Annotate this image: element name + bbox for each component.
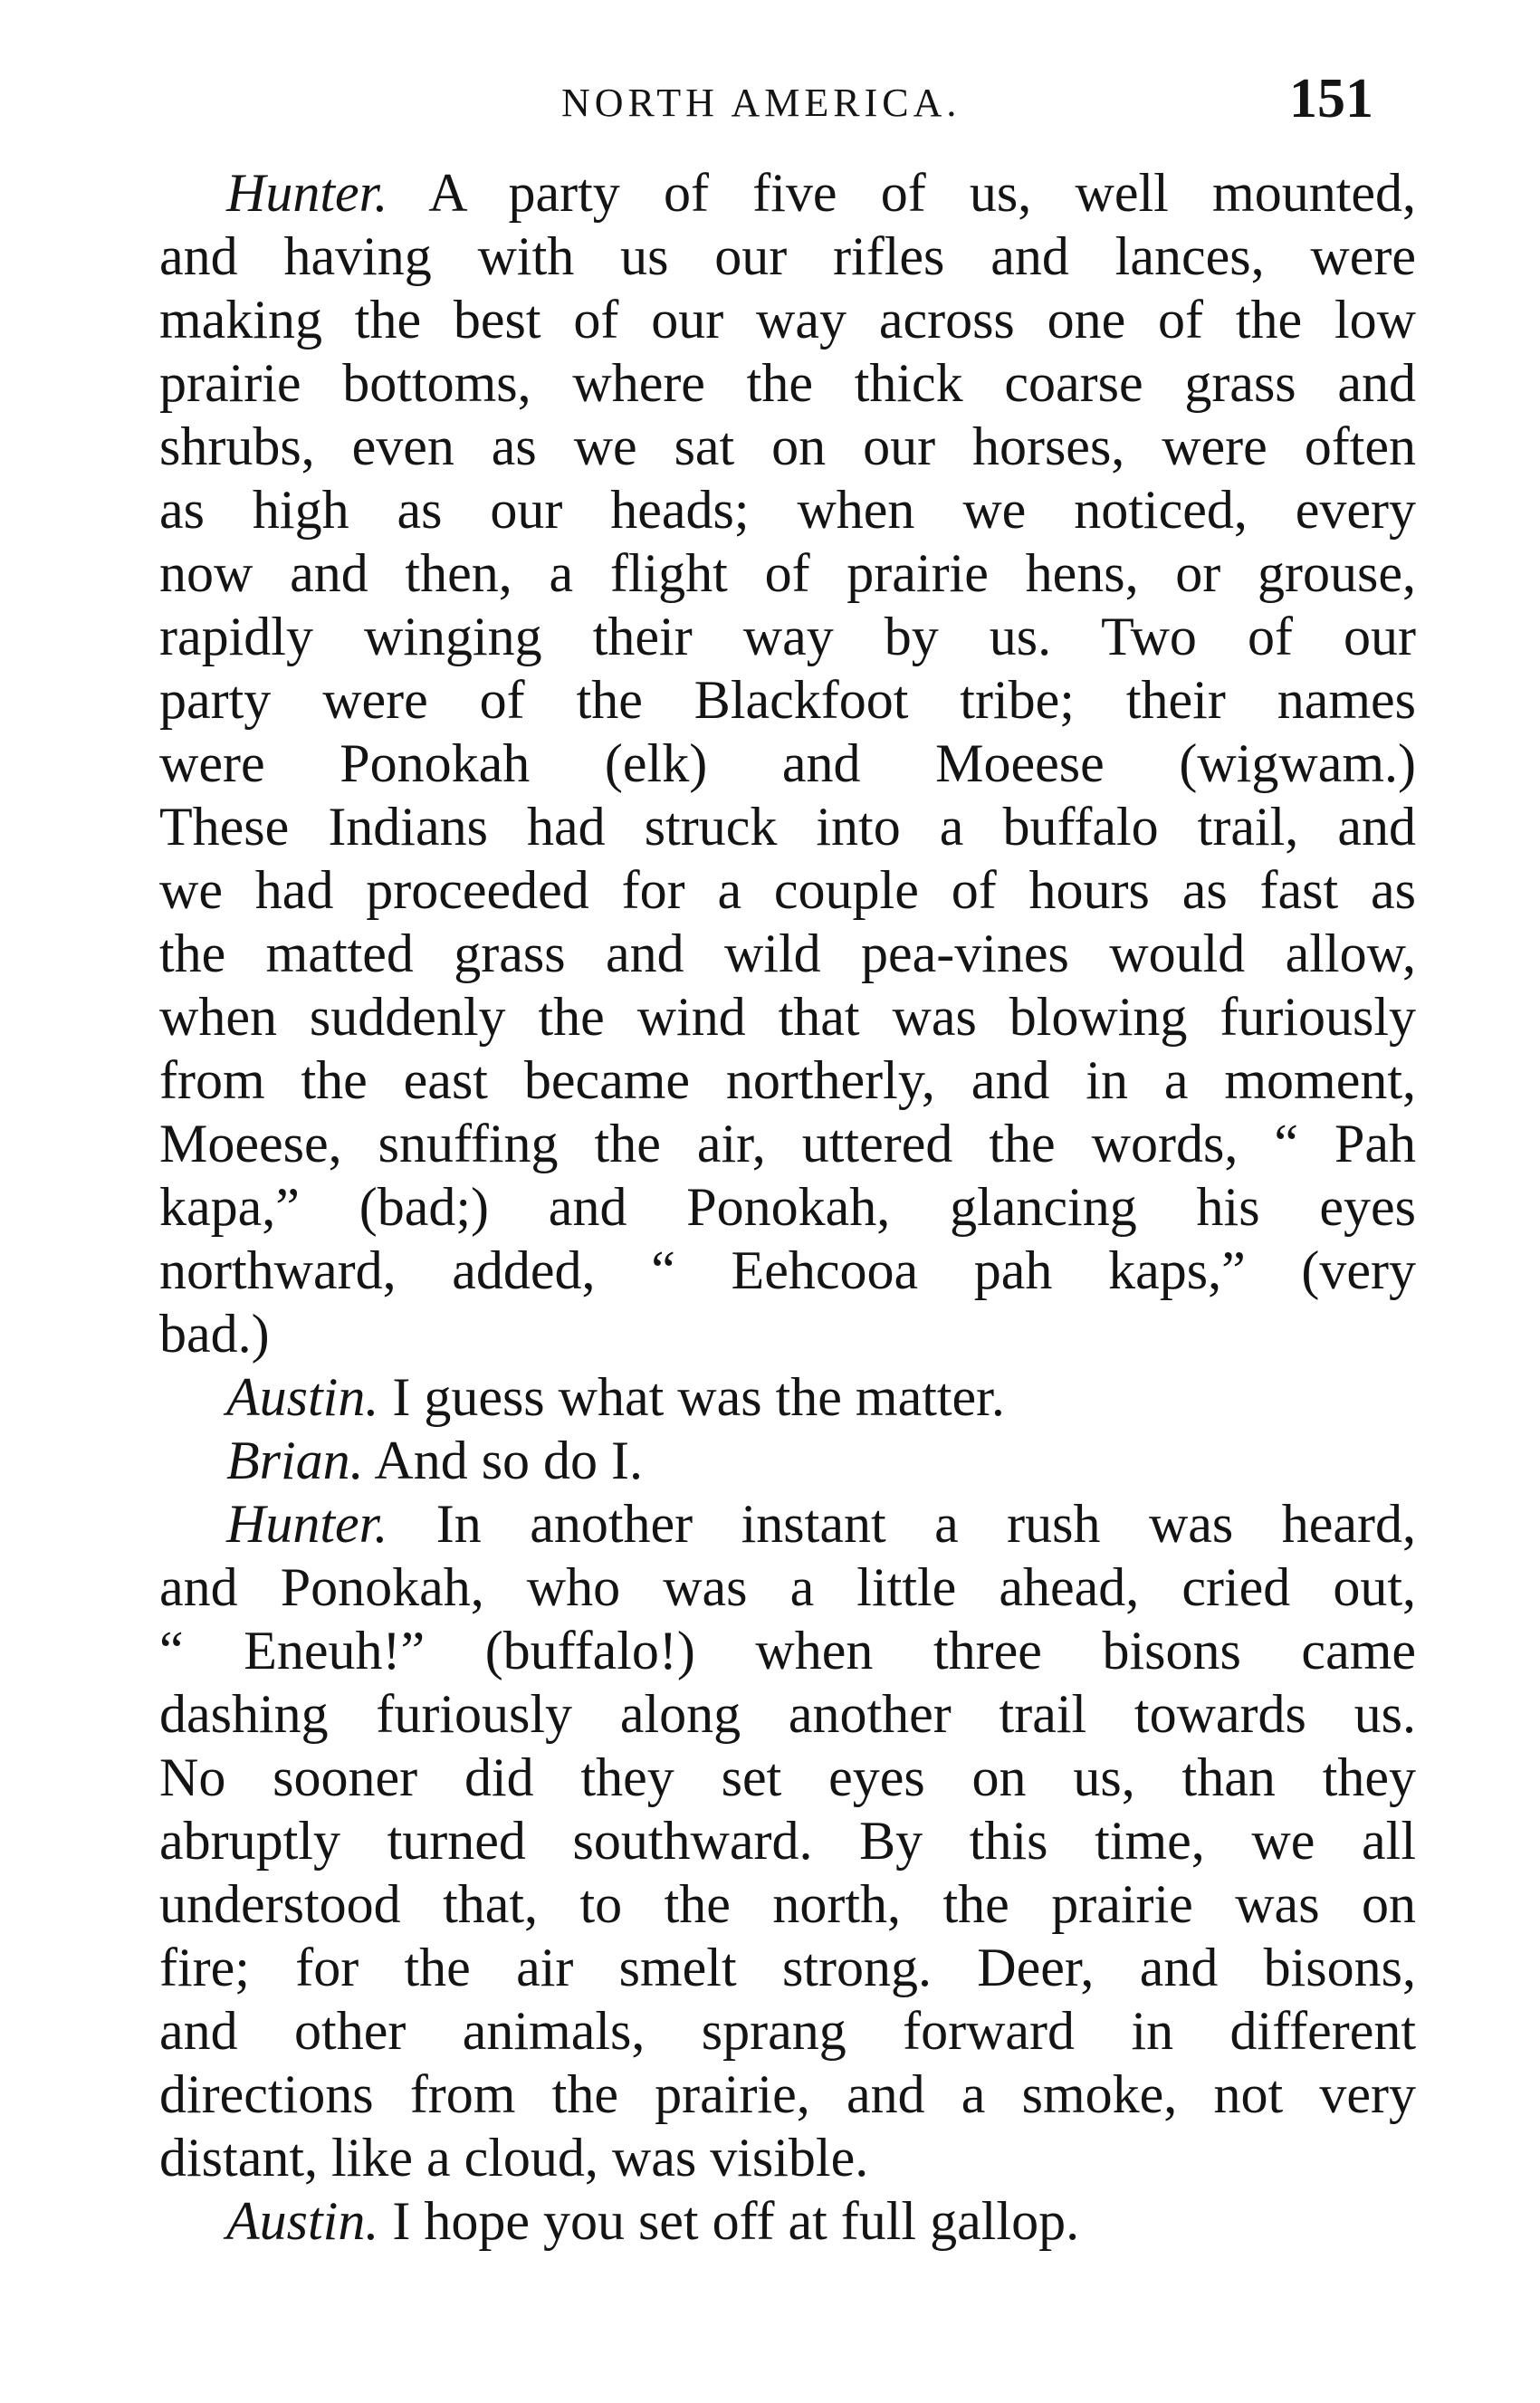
text-line: rapidly winging their way by us. Two of our bbox=[159, 607, 1416, 666]
text-line: Austin. I hope you set off at full gallop. bbox=[226, 2191, 1080, 2251]
page-number: 151 bbox=[1289, 68, 1373, 129]
speaker-name: Hunter. bbox=[226, 1494, 388, 1554]
speaker-name: Austin. bbox=[226, 2191, 379, 2251]
speaker-name: Hunter. bbox=[226, 163, 388, 223]
text-line: and having with us our rifles and lances, were bbox=[159, 226, 1416, 286]
text-line: Moeese, snuffing the air, uttered the words, “ Pah bbox=[159, 1114, 1416, 1173]
text-line: directions from the prairie, and a smoke, not very bbox=[159, 2064, 1416, 2124]
text-line: understood that, to the north, the prairie was on bbox=[159, 1874, 1416, 1934]
text-line: prairie bottoms, where the thick coarse grass and bbox=[159, 353, 1416, 413]
text-line: bad.) bbox=[159, 1304, 270, 1364]
text-line: northward, added, “ Eehcooa pah kaps,” (very bbox=[159, 1240, 1416, 1300]
text-line: fire; for the air smelt strong. Deer, and bisons, bbox=[159, 1938, 1416, 1997]
text-line: from the east became northerly, and in a moment, bbox=[159, 1050, 1416, 1110]
text-line: the matted grass and wild pea-vines would allow, bbox=[159, 924, 1416, 983]
text-line: These Indians had struck into a buffalo trail, and bbox=[159, 797, 1416, 857]
text-line: as high as our heads; when we noticed, every bbox=[159, 480, 1416, 540]
running-head: NORTH AMERICA. bbox=[561, 81, 961, 125]
text-line: dashing furiously along another trail towards us. bbox=[159, 1684, 1416, 1744]
text-line: were Ponokah (elk) and Moeese (wigwam.) bbox=[159, 733, 1416, 793]
text-line: making the best of our way across one of the low bbox=[159, 290, 1416, 349]
text-line: Hunter. In another instant a rush was heard, bbox=[226, 1494, 1416, 1554]
speaker-name: Austin. bbox=[226, 1367, 379, 1427]
text-line: now and then, a flight of prairie hens, or grouse, bbox=[159, 543, 1416, 603]
text-line: distant, like a cloud, was visible. bbox=[159, 2128, 869, 2188]
text-line: abruptly turned southward. By this time, we all bbox=[159, 1811, 1416, 1871]
text-line: No sooner did they set eyes on us, than they bbox=[159, 1747, 1416, 1807]
text-line: and Ponokah, who was a little ahead, cried out, bbox=[159, 1557, 1416, 1617]
text-line: kapa,” (bad;) and Ponokah, glancing his eyes bbox=[159, 1177, 1416, 1237]
text-line: Brian. And so do I. bbox=[226, 1431, 644, 1490]
text-line: Austin. I guess what was the matter. bbox=[226, 1367, 1005, 1427]
text-line: when suddenly the wind that was blowing furiously bbox=[159, 987, 1416, 1047]
text-line: we had proceeded for a couple of hours as fast as bbox=[159, 860, 1416, 920]
speaker-name: Brian. bbox=[226, 1431, 364, 1490]
text-line: party were of the Blackfoot tribe; their names bbox=[159, 670, 1416, 730]
text-line: and other animals, sprang forward in different bbox=[159, 2001, 1416, 2061]
text-line: shrubs, even as we sat on our horses, were often bbox=[159, 416, 1416, 476]
text-line: “ Eneuh!” (buffalo!) when three bisons came bbox=[159, 1621, 1416, 1680]
text-line: Hunter. A party of five of us, well mounted, bbox=[226, 163, 1416, 223]
